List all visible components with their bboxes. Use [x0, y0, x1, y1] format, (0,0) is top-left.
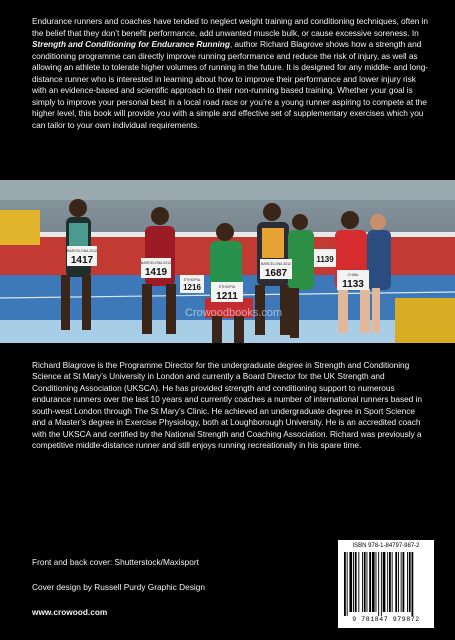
isbn-label: ISBN 978-1-84797-987-2: [352, 543, 420, 549]
bib-3-number: 1216: [183, 283, 201, 292]
bib-6-number: 1133: [342, 279, 364, 290]
blurb-text-intro: Endurance runners and coaches have tended to neglect weight training and conditioning techniques, often in the belief that they don’t benefit performance, add unwanted muscle bulk, or cause excessive soreness. In: [32, 16, 428, 38]
bib-4-small: BARCELONA 2012: [260, 262, 292, 266]
cover-photo-runners: [0, 180, 455, 343]
bib-1-small: BARCELONA 2012: [66, 249, 98, 253]
bib-6-small: CHINA: [347, 273, 359, 277]
bib-5-small: ETHIOPIA: [218, 285, 236, 289]
isbn-barcode: [338, 540, 434, 628]
watermark-text: Crowoodbooks.com: [185, 307, 283, 319]
barcode-bars: [344, 552, 428, 616]
barcode-digits: 9 781847 979872: [352, 616, 420, 623]
bib-7: [314, 249, 336, 267]
bib-5: [211, 282, 243, 302]
bib-4: [260, 259, 292, 279]
bib-2-small: BARCELONA 2012: [140, 261, 172, 265]
bib-2-number: 1419: [144, 267, 168, 278]
bib-5-number: 1211: [216, 291, 238, 302]
publisher-website[interactable]: www.crowood.com: [32, 607, 108, 617]
bib-1: [67, 246, 97, 266]
blurb-text-body: , author Richard Blagrove shows how a strength and conditioning programme can directly improve running performance and reduce the risk of injury, as well as allowing an athlete to tolerate higher volumes of running in the future. It is designed for any middle- and long-distance runner who is interested in learning about how to improve their performance and lower injury risk with an evidence-based and scientific approach to their non-running based training. Whether your goal is simply to improve your personal best in a local road race or you’re a young runner aspiring to compete at the higher level, this book will provide you with a simple and effective set of supplementary exercises which you can tailor to your own individual requirements.: [32, 39, 429, 130]
bib-1-number: 1417: [70, 255, 94, 266]
bib-7-number: 1139: [316, 255, 334, 264]
bib-3: [180, 275, 204, 293]
author-bio: Richard Blagrove is the Programme Director for the undergraduate degree in Strength and Conditioning Science at St Mary’s University in London and currently a Board Director for the UK Strength and Conditioning Association (UKSCA). He has provided strength and conditioning support to numerous endurance runners over the last 10 years and currently coaches a number of international runners based in south-west London through The St Mary’s Clinic. He achieved an undergraduate degree in Sport Science and a Master’s degree in Exercise Physiology, both at Loughborough University. He is an accredited coach with the UKSCA and certified by the National Strength and Coaching Association. Richard was previously a competitive middle-distance runner and still enjoys running recreationally in his spare time.: [32, 360, 422, 451]
bib-2: [141, 258, 171, 278]
cover-photo-credit: Front and back cover: Shutterstock/Maxisport: [32, 557, 199, 567]
bib-6: [337, 270, 369, 290]
book-title: Strength and Conditioning for Endurance Running: [32, 39, 230, 50]
back-cover-blurb: [32, 16, 432, 131]
bib-4-number: 1687: [264, 268, 288, 279]
cover-design-credit: Cover design by Russell Purdy Graphic Design: [32, 582, 205, 592]
bib-3-small: ETHIOPIA: [183, 278, 201, 282]
